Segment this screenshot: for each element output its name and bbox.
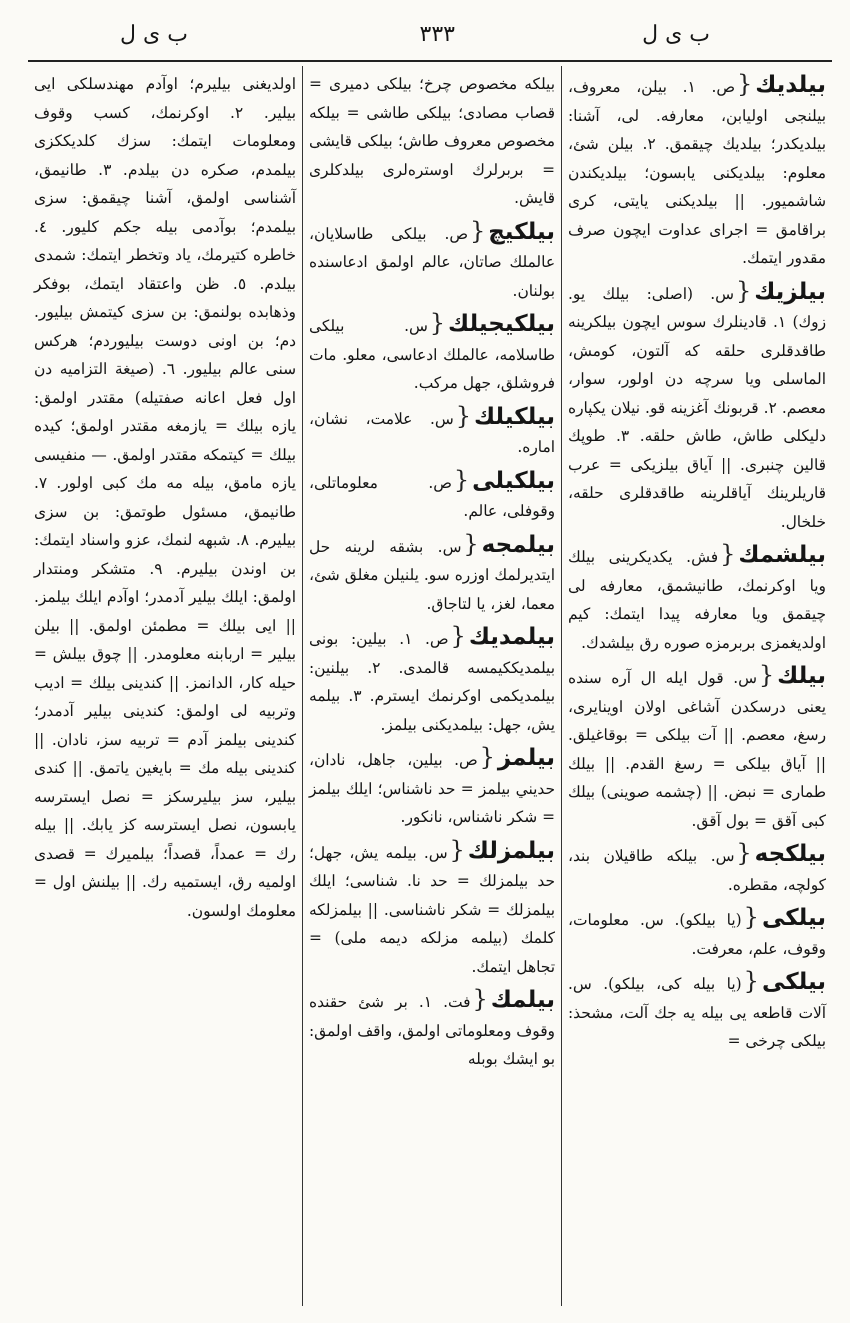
dictionary-entry bbox=[568, 70, 826, 273]
entry-definition: س. بيلمه يش، جهل؛ حد بيلمزلك = حد نا. شناسى؛ ايلك بيلمزلك = شكر ناشناسى. || بيلمزلكه كلمك (بيلمه مزلكه دیمه ملى) = تجاهل ايتمك. bbox=[309, 843, 555, 976]
entry-definition: س. علامت، نشان، اماره. bbox=[309, 409, 555, 456]
dictionary-entry bbox=[309, 743, 555, 832]
running-head-right: ب ى ل bbox=[642, 22, 710, 47]
entry-headword: بيلكجه bbox=[754, 841, 826, 867]
left-column bbox=[28, 66, 302, 1306]
entry-brace: { bbox=[736, 70, 753, 98]
entry-brace: { bbox=[743, 967, 759, 995]
entry-brace: { bbox=[479, 743, 495, 771]
entry-headword: بيلكيجيلك bbox=[448, 311, 555, 337]
header-rule bbox=[28, 60, 832, 62]
entry-headword: بيلكيلى bbox=[472, 467, 555, 494]
entry-definition: ص. ١. بيلين: بونى بيلمديككيمسه قالمدى. ٢. بيلنين: بيلمديكمى اوكرنمك ايسترم. ٣. بيلمه يش، جهل: بيلمديكنى بيلمز. bbox=[309, 630, 555, 734]
page-number: ٣٣٣ bbox=[419, 22, 455, 47]
dictionary-columns bbox=[28, 66, 832, 1306]
entry-definition: فش. يكديكرينى بيلك ويا اوكرنمك، طانيشمق، معارفه لى چيقمق ويا معارفه پيدا ايتمك: كيم اولديغمزى بربرمزه صوره رق بيلشدك. bbox=[568, 548, 826, 652]
entry-definition: س. بشقه لرينه حل ايتديرلمك اوزره سو. يلنيلن مغلق شئ، معما، لغز، يا لتاجاق. bbox=[309, 537, 555, 613]
entry-brace: { bbox=[758, 661, 775, 689]
entry-definition: س. قول ايله ال آره سنده يعنى درسكدن آشاغى اولان اوينايرى، رسغ، معصم. || آت بيلكى = بوقاغيلق. || آياق بيلكى = رسغ القدم. || بيلك طمارى = نبض. || (چشمه صوينى) بيلك كبى آقق = بول آقق. bbox=[568, 669, 826, 830]
dictionary-entry bbox=[568, 277, 826, 537]
dictionary-entry bbox=[309, 836, 555, 982]
entry-definition: (يا بيلكو). س. معلومات، وقوف، علم، معرفت. bbox=[568, 911, 826, 958]
dictionary-entry bbox=[309, 217, 555, 306]
entry-brace: { bbox=[472, 985, 488, 1013]
dictionary-entry bbox=[568, 903, 826, 963]
entry-brace: { bbox=[455, 401, 472, 430]
entry-definition: ص. معلوماتلى، وقوفلى، عالم. bbox=[309, 473, 555, 520]
entry-brace: { bbox=[469, 216, 486, 245]
dictionary-entry bbox=[309, 530, 555, 619]
dictionary-entry bbox=[309, 402, 555, 462]
dictionary-entry bbox=[309, 466, 555, 526]
middle-column bbox=[302, 66, 562, 1306]
entry-headword: بيلك bbox=[777, 663, 826, 689]
entry-headword: بيلمز bbox=[497, 745, 555, 771]
page-header bbox=[40, 22, 830, 58]
entry-brace: { bbox=[743, 903, 759, 931]
entry-headword: بيلكيلك bbox=[474, 403, 555, 430]
entry-brace: { bbox=[720, 540, 736, 568]
dictionary-entry bbox=[309, 985, 555, 1074]
entry-definition: فت. ١. بر شئ حقنده وقوف ومعلوماتى اولمق، واقف اولمق: بو ايشك بوبله bbox=[309, 993, 555, 1068]
dictionary-entry bbox=[309, 309, 555, 398]
entry-definition: ص. ١. بيلن، معروف، بيلنجى اولیابن، معارفه. لى، آشنا: بيلديكدر؛ بيلديك چيقمق. ٢. بيلن شئ، معلوم: بيلديكنى يابسون؛ بيلديكندن شاشميور. || بيلديكنى يايتى، كرى براقامق = اجراى عداوت ايچون صرف مقدور ايتمك. bbox=[568, 78, 827, 267]
entry-definition: ص. بيلين، جاهل، نادان، حديني بيلمز = حد ناشناس؛ ايلك بيلمز = شكر ناشناس، نانكور. bbox=[309, 751, 555, 826]
dictionary-entry bbox=[568, 540, 826, 657]
entry-headword: بيلشمك bbox=[738, 542, 826, 568]
entry-headword: بيلديك bbox=[755, 72, 826, 98]
entry-definition: (يا بيله كى، بيلكو). س. آلات قاطعه يى بيله يه جك آلت، مشحذ: بيلكى چرخى = bbox=[568, 975, 826, 1050]
entry-definition: س. (اصلى: بيلك يو. زوك) ١. قادينلرك سوس ايچون بيلكرينه طاقدقلرى حلقه كه آلتون، كومش، الماسلى ويا سرچه دن اولور، سوار، معصم. ٢. قربونك آغزينه قو. نيلان يكپاره دليكلى طاش، طاش حلقه. ٣. طوپك قالين چنبرى. || آياق بيلزيكى = عرب قاريلرينك آياقلرينه طاقدقلرى حلقه، خلخال. bbox=[568, 284, 826, 531]
entry-headword: بيلكى bbox=[761, 905, 826, 931]
entry-brace: { bbox=[735, 276, 752, 305]
entry-headword: بيلمديك bbox=[468, 624, 555, 650]
entry-headword: بيلزيك bbox=[754, 278, 826, 305]
entry-headword: بيلمزلك bbox=[467, 837, 555, 864]
entry-headword: بيلمجه bbox=[481, 531, 555, 558]
dictionary-entry bbox=[568, 839, 826, 899]
entry-definition: س. بيلكى طاسلامه، عالملك ادعاسى، معلو. مات فروشلق، جهل مركب. bbox=[309, 317, 555, 392]
dictionary-entry bbox=[309, 622, 555, 739]
entry-brace: { bbox=[453, 465, 470, 494]
right-column bbox=[562, 66, 832, 1306]
entry-headword: بيلمك bbox=[490, 987, 555, 1013]
dictionary-entry bbox=[34, 70, 296, 925]
entry-definition: بيلكه مخصوص چرخ؛ بيلكى دميرى = قصاب مصادى؛ بيلكى طاشى = بيلكه مخصوص معروف طاش؛ بيلكى قايشى = بربرلرك اوسترەلرى بيلدكلرى قايش. bbox=[309, 75, 555, 207]
dictionary-entry bbox=[568, 967, 826, 1056]
entry-brace: { bbox=[463, 529, 479, 558]
entry-definition: اولديغنى بيليرم؛ اوآدم مهندسلكى ايى بيلير. ٢. اوكرنمك، كسب وقوف ومعلومات ايتمك: سزك كلديككزى بيلمدم، صكره دن بيلدم. ٣. طانيمق، آشناسى اولمق، آشنا چيقمق: سزى بيلمدم؛ بوآدمى بيله جكم كليور. ٤. خاطره كتيرمك، ياد وتخطر ايتمك: شمدى بيلدم. ٥. ظن واعتقاد ايتمك، بوفكر وذهابده بولنمق: بن سزى كيتمش بيليور. دم؛ بن اونى دوست بيليوردم؛ هركس سنى عالم بيليور. ٦. (صيغة التزاميه دن اول فعل اعانه صفتيله) مقتدر اولمق: يازه بيلك = يازمغه مقتدر اولمق؛ كيده بيلك = كيتمكه مقتدر اولمق. — منفيسى يازه مامق، بيله مه مك كبى اولور. ٧. طانيمق، مسئول طوتمق: بن سزى بيليرم. ٨. شبهه لنمك، عزو واسناد ايتمك: بن اوندن بيليرم. ٩. متشكر ومنتدار اولمق: ايلك بيلير آدمدر؛ اوآدم ايلك بيلمز. || ايى بيلك = مطمئن اولمق. || بيلن بيلير = اربابنه معلومدر. || چوق بيلش = حيله كار، الدانمز. || كندينى بيلك = اديب وتربيه لى اولمق: كندينى بيلير آدمدر؛ كندينى بيلمز آدم = تربيه سز، نادان. || كندينى بيله مك = بايغين ياتمق. || كندى بيلير، سز بيليرسكز = نصل ايسترسه يابسون، نصل ايسترسه كز يابك. || بيله رك = عمداً، قصداً؛ بيلميرك = قصدى اولميه رق، ايستميه رك. || بيلنش اول = معلومك اولسون. bbox=[34, 75, 296, 920]
entry-headword: بيلكيچ bbox=[488, 218, 555, 245]
entry-brace: { bbox=[429, 309, 446, 337]
entry-brace: { bbox=[449, 835, 465, 864]
entry-headword: بيلكى bbox=[761, 969, 826, 995]
entry-definition: س. بيلكه طاقيلان بند، كولچه، مقطره. bbox=[568, 847, 826, 894]
entry-brace: { bbox=[450, 622, 466, 650]
running-head-left: ب ى ل bbox=[120, 22, 188, 47]
dictionary-entry bbox=[568, 661, 826, 835]
entry-definition: ص. بيلكى طاسلايان، عالملك صاتان، عالم اولمق ادعاسنده بولنان. bbox=[309, 224, 555, 300]
dictionary-entry bbox=[309, 70, 555, 213]
entry-brace: { bbox=[736, 839, 752, 867]
